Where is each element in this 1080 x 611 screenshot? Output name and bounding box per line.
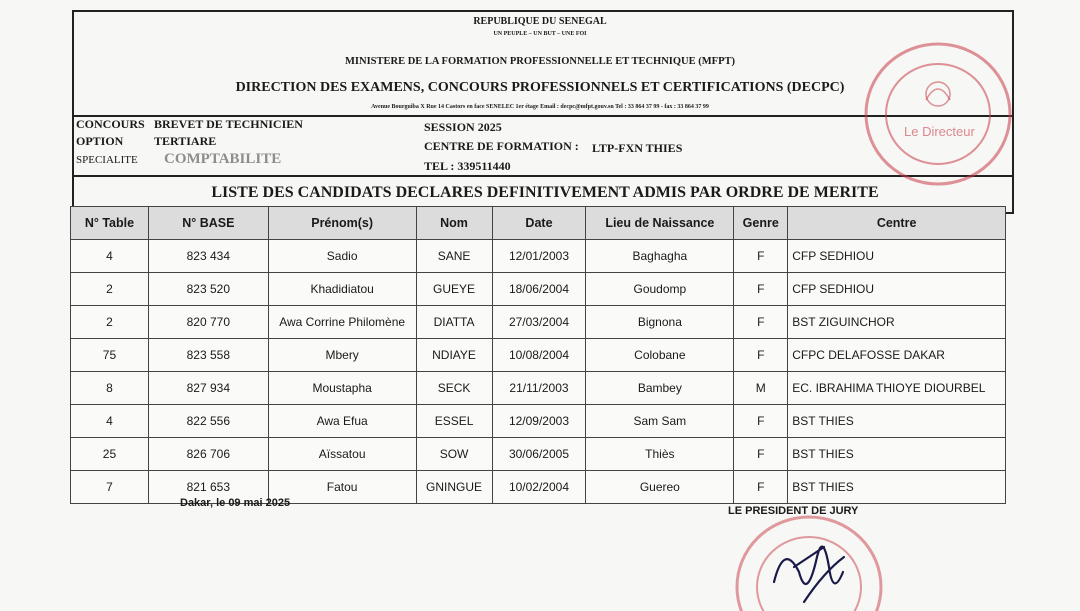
cell-prenom: Moustapha: [268, 372, 416, 405]
cell-genre: F: [734, 273, 788, 306]
cell-base: 822 556: [148, 405, 268, 438]
cell-genre: F: [734, 471, 788, 504]
cell-prenom: Khadidiatou: [268, 273, 416, 306]
col-header-base: N° BASE: [148, 207, 268, 240]
cell-lieu: Colobane: [586, 339, 734, 372]
country-name: REPUBLIQUE DU SENEGAL: [473, 16, 607, 27]
table-row: [71, 405, 1006, 438]
place-date: Dakar, le 09 mai 2025: [180, 497, 291, 509]
cell-lieu: Goudomp: [586, 273, 734, 306]
cell-centre: CFP SEDHIOU: [788, 273, 1006, 306]
cell-genre: F: [734, 240, 788, 273]
cell-centre: BST ZIGUINCHOR: [788, 306, 1006, 339]
cell-table: 8: [71, 372, 149, 405]
cell-lieu: Bambey: [586, 372, 734, 405]
jury-president-label: LE PRESIDENT DE JURY: [728, 505, 859, 517]
col-header-nom: Nom: [416, 207, 492, 240]
centre-phone: TEL : 339511440: [424, 159, 511, 173]
cell-date: 10/08/2004: [492, 339, 586, 372]
cell-base: 823 434: [148, 240, 268, 273]
specialite-label: SPECIALITE: [76, 154, 138, 166]
col-header-table: N° Table: [71, 207, 149, 240]
concours-label: CONCOURS: [76, 117, 145, 131]
cell-centre: CFP SEDHIOU: [788, 240, 1006, 273]
signature-stamp-icon: [734, 512, 884, 611]
cell-centre: EC. IBRAHIMA THIOYE DIOURBEL: [788, 372, 1006, 405]
cell-nom: SANE: [416, 240, 492, 273]
cell-base: 821 653: [148, 471, 268, 504]
table-row: [71, 438, 1006, 471]
cell-centre: BST THIES: [788, 438, 1006, 471]
cell-nom: NDIAYE: [416, 339, 492, 372]
cell-table: 4: [71, 405, 149, 438]
cell-prenom: Mbery: [268, 339, 416, 372]
cell-date: 12/01/2003: [492, 240, 586, 273]
cell-base: 823 520: [148, 273, 268, 306]
stamp-director-text: Le Directeur: [904, 124, 975, 139]
cell-prenom: Sadio: [268, 240, 416, 273]
cell-base: 823 558: [148, 339, 268, 372]
col-header-lieu: Lieu de Naissance: [586, 207, 734, 240]
cell-base: 827 934: [148, 372, 268, 405]
centre-value: LTP-FXN THIES: [592, 141, 683, 155]
cell-date: 18/06/2004: [492, 273, 586, 306]
cell-centre: BST THIES: [788, 471, 1006, 504]
option-label: OPTION: [76, 134, 124, 148]
cell-date: 21/11/2003: [492, 372, 586, 405]
cell-date: 27/03/2004: [492, 306, 586, 339]
directorate-name: DIRECTION DES EXAMENS, CONCOURS PROFESSIONNELS ET CERTIFICATIONS (DECPC): [235, 80, 845, 95]
table-row: [71, 306, 1006, 339]
cell-date: 10/02/2004: [492, 471, 586, 504]
cell-nom: SOW: [416, 438, 492, 471]
national-motto: UN PEUPLE – UN BUT – UNE FOI: [493, 31, 587, 37]
col-header-genre: Genre: [734, 207, 788, 240]
cell-lieu: Guereo: [586, 471, 734, 504]
cell-table: 75: [71, 339, 149, 372]
admitted-candidates-table: [70, 206, 1006, 504]
cell-table: 25: [71, 438, 149, 471]
cell-genre: F: [734, 306, 788, 339]
directorate-address: Avenue Bourguiba X Rue 14 Castors en face SENELEC 1er étage Email : decpc@mfpt.gouv.sn Tel : 33 864 37 99 - fax : 33 864 37 99: [371, 104, 709, 110]
cell-prenom: Fatou: [268, 471, 416, 504]
official-stamp-icon: [862, 40, 1014, 188]
table-header-row: [71, 207, 1006, 240]
cell-centre: CFPC DELAFOSSE DAKAR: [788, 339, 1006, 372]
table-row: [71, 240, 1006, 273]
session-label: SESSION 2025: [424, 120, 502, 134]
cell-table: 7: [71, 471, 149, 504]
cell-nom: DIATTA: [416, 306, 492, 339]
cell-base: 820 770: [148, 306, 268, 339]
cell-prenom: Awa Efua: [268, 405, 416, 438]
cell-date: 12/09/2003: [492, 405, 586, 438]
cell-genre: F: [734, 405, 788, 438]
concours-value: BREVET DE TECHNICIEN: [154, 117, 303, 131]
cell-nom: GUEYE: [416, 273, 492, 306]
cell-table: 2: [71, 306, 149, 339]
cell-nom: GNINGUE: [416, 471, 492, 504]
cell-centre: BST THIES: [788, 405, 1006, 438]
cell-lieu: Sam Sam: [586, 405, 734, 438]
centre-label: CENTRE DE FORMATION :: [424, 139, 579, 153]
cell-lieu: Thiès: [586, 438, 734, 471]
table-row: [71, 372, 1006, 405]
cell-nom: SECK: [416, 372, 492, 405]
list-title: LISTE DES CANDIDATS DECLARES DEFINITIVEMENT ADMIS PAR ORDRE DE MERITE: [211, 184, 879, 201]
cell-lieu: Bignona: [586, 306, 734, 339]
cell-base: 826 706: [148, 438, 268, 471]
cell-lieu: Baghagha: [586, 240, 734, 273]
col-header-prenom: Prénom(s): [268, 207, 416, 240]
table-row: [71, 339, 1006, 372]
cell-table: 2: [71, 273, 149, 306]
specialite-value: COMPTABILITE: [164, 151, 282, 167]
option-value: TERTIARE: [154, 134, 217, 148]
col-header-date: Date: [492, 207, 586, 240]
cell-genre: F: [734, 339, 788, 372]
cell-genre: M: [734, 372, 788, 405]
ministry-name: MINISTERE DE LA FORMATION PROFESSIONNELLE ET TECHNIQUE (MFPT): [344, 56, 736, 67]
cell-table: 4: [71, 240, 149, 273]
cell-genre: F: [734, 438, 788, 471]
table-row: [71, 273, 1006, 306]
col-header-centre: Centre: [788, 207, 1006, 240]
cell-prenom: Aïssatou: [268, 438, 416, 471]
cell-nom: ESSEL: [416, 405, 492, 438]
cell-prenom: Awa Corrine Philomène: [268, 306, 416, 339]
cell-date: 30/06/2005: [492, 438, 586, 471]
